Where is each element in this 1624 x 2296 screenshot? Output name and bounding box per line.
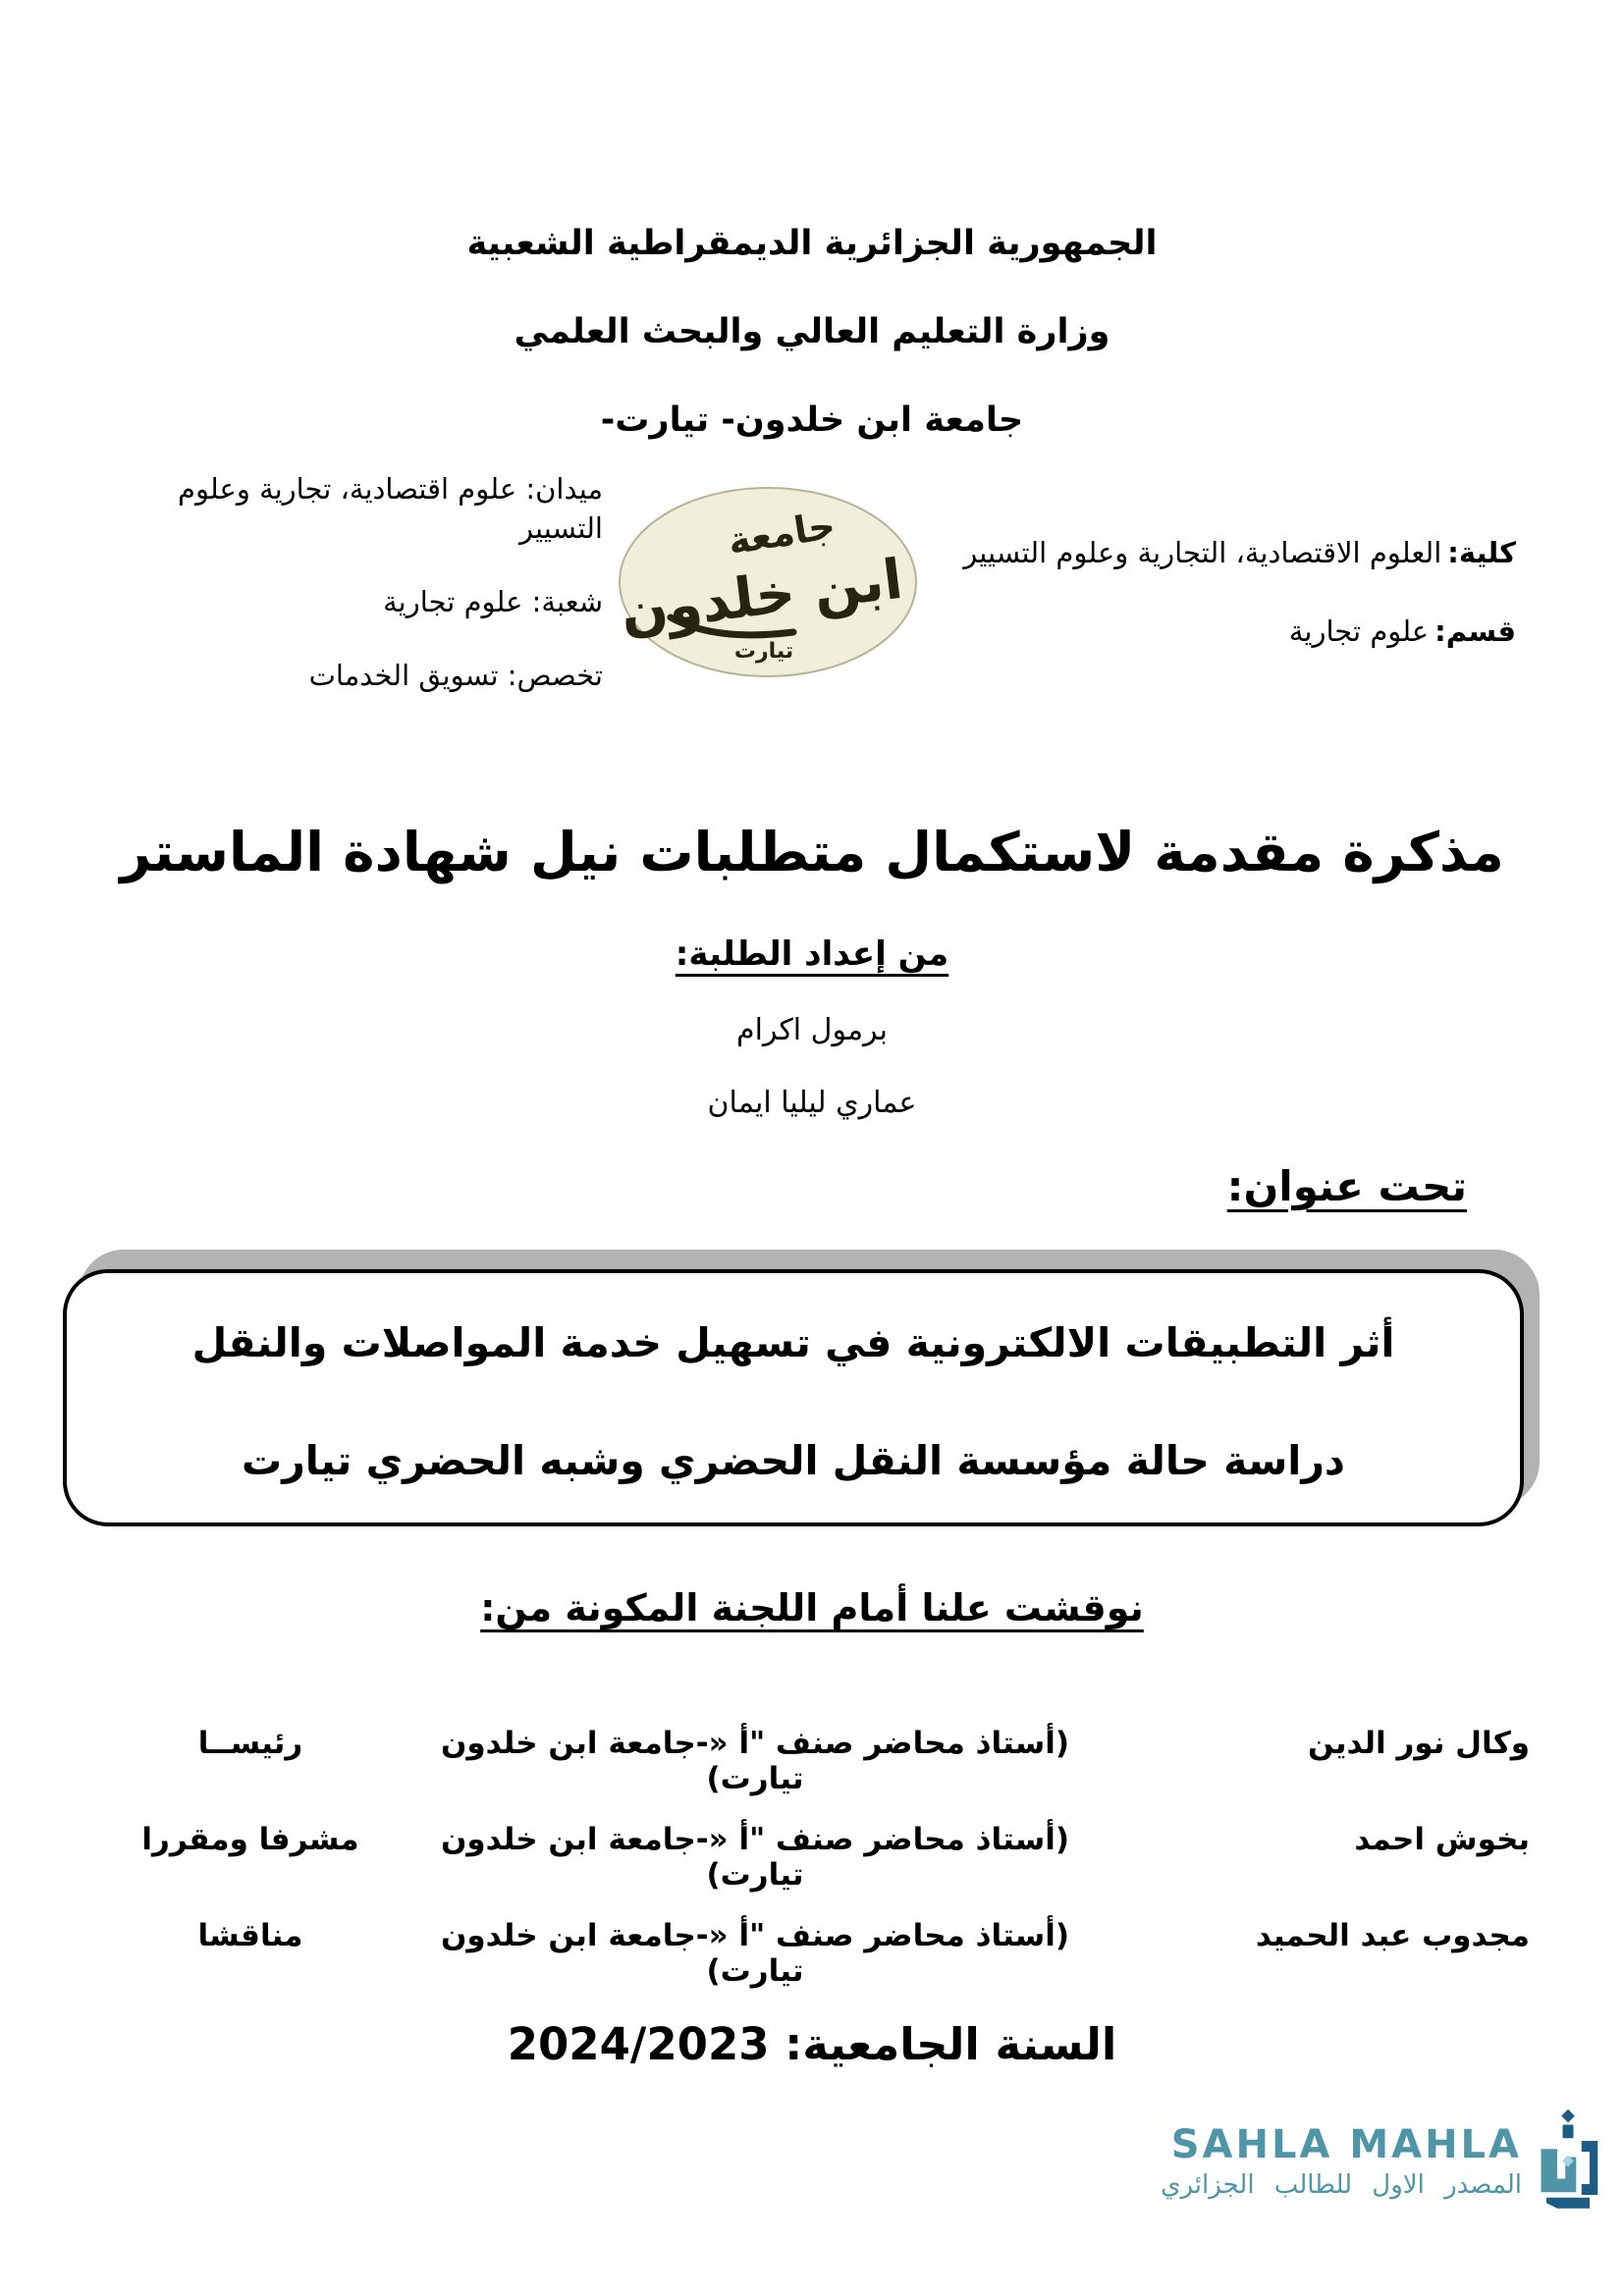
student-name: عماري ليليا ايمان [707,1086,917,1120]
committee-heading-text: نوقشت علنا أمام اللجنة المكونة من: [480,1586,1144,1629]
committee-heading [0,1586,1624,1629]
prepared-by-heading-text: من إعداد الطلبة: [675,934,949,974]
specialty-line [102,656,603,695]
department-value: علوم تجارية [1288,614,1430,648]
committee-member-grade: (أستاذ محاضر صنف "أ «-جامعة ابن خلدون تيارت) [440,1822,1070,1893]
committee-row [98,1726,1530,1796]
academic-year: السنة الجامعية: 2024/2023 [507,2018,1117,2070]
seal-text-bottom: تيارت [733,639,794,664]
faculty-value: العلوم الاقتصادية، التجارية وعلوم التسيير [963,536,1442,569]
committee-member-grade: (أستاذ محاضر صنف "أ «-جامعة ابن خلدون تيارت) [440,1726,1070,1796]
seal-text-main: ابن خلدون [617,547,906,646]
university-line: جامعة ابن خلدون- تيارت- [600,400,1024,440]
field-label: ميدان: [525,472,603,506]
seal-text-top: جامعة [725,503,839,563]
watermark-tagline: المصدر الاول للطالب الجزائري [1161,2170,1522,2200]
department-line [888,612,1516,651]
committee-member-name: مجدوب عبد الحميد [1255,1918,1530,1953]
committee-row [98,1822,1530,1893]
watermark-text-block [1161,2123,1522,2202]
branch-value: علوم تجارية [383,585,523,618]
branch-label: شعبة: [531,585,603,618]
specialty-value: تسويق الخدمات [308,659,499,692]
committee-member-role: رئيســا [197,1726,303,1761]
faculty-label: كلية: [1447,536,1516,569]
university-seal-logo [617,485,919,679]
degree-statement: مذكرة مقدمة لاستكمال متطلبات نيل شهادة الماستر [120,821,1504,883]
sahla-mahla-watermark [1161,2109,1610,2216]
faculty-info-block [888,533,1516,690]
under-title-label-text: تحت عنوان: [1226,1162,1467,1210]
specialty-info-block [102,469,603,729]
field-line [102,469,603,548]
field-value: علوم اقتصادية، تجارية وعلوم التسيير [178,472,603,545]
student-name: برمول اكرام [736,1013,888,1047]
ministry-line: وزارة التعليم العالي والبحث العلمي [514,312,1110,351]
thesis-title-line2: دراسة حالة مؤسسة النقل الحضري وشبه الحضري تيارت [242,1437,1345,1484]
committee-member-name: وكال نور الدين [1307,1726,1530,1761]
under-title-label [1227,1162,1467,1210]
specialty-label: تخصص: [507,659,603,692]
thesis-title-line1: أثر التطبيقات الالكترونية في تسهيل خدمة المواصلات والنقل [191,1319,1395,1366]
committee-member-grade: (أستاذ محاضر صنف "أ «-جامعة ابن خلدون تيارت) [440,1918,1070,1989]
faculty-line [888,533,1516,572]
watermark-calligraphy-icon [1526,2109,1610,2216]
department-label: قسم: [1435,614,1516,648]
prepared-by-heading [0,934,1624,974]
thesis-title-box [63,1269,1524,1526]
committee-row [98,1918,1530,1989]
watermark-brand-text: SAHLA MAHLA [1170,2122,1522,2167]
document-header [0,222,1624,487]
committee-member-role: مشرفا ومقررا [141,1822,359,1857]
branch-line [102,582,603,621]
committee-member-name: بخوش احمد [1354,1822,1530,1857]
republic-line: الجمهورية الجزائرية الديمقراطية الشعبية [466,224,1158,263]
committee-member-role: مناقشا [197,1918,303,1953]
